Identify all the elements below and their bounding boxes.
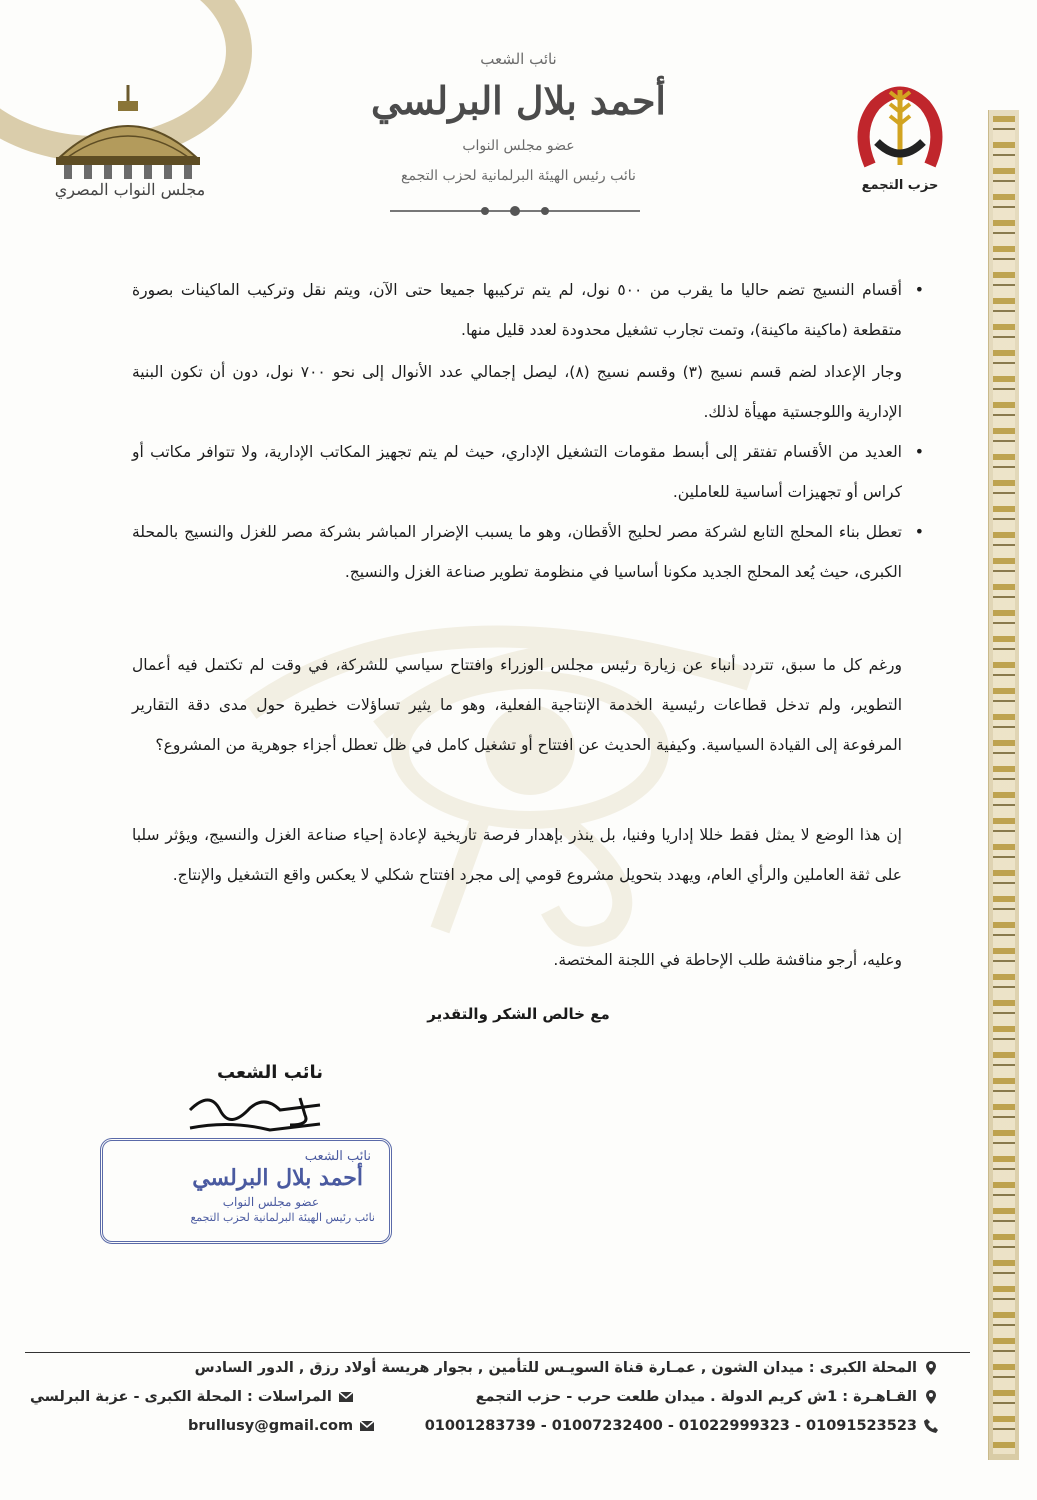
- footer-address-mahalla: [195, 1360, 939, 1376]
- header-role-deputy: نائب رئيس الهيئة البرلمانية لحزب التجمع: [401, 168, 636, 184]
- paragraph-text: أقسام النسيج تضم حاليا ما يقرب من ٥٠٠ نول، لم يتم تركيبها جميعا حتى الآن، ويتم نقل وتركيب الماكينات بصورة متقطعة (ماكينة ماكينة)، وتمت تجارب تشغيل محدودة لعدد قليل منها.: [132, 281, 902, 339]
- paragraph-expansion: وجار الإعداد لضم قسم نسيج (٣) وقسم نسيج (٨)، ليصل إجمالي عدد الأنوال إلى نحو ٧٠٠ نول، دون أن تكون البنية الإدارية واللوجستية مهيأة لذلك.: [132, 363, 902, 421]
- location-pin-icon: [923, 1389, 939, 1405]
- envelope-icon: [338, 1389, 354, 1405]
- footer-correspondence: [30, 1389, 354, 1405]
- handwritten-signature: [170, 1080, 370, 1140]
- official-stamp: [100, 1138, 392, 1244]
- header-role-member: عضو مجلس النواب: [462, 138, 575, 154]
- tagammu-party-logo: [855, 70, 945, 180]
- paragraph-situation: إن هذا الوضع لا يمثل فقط خللا إداريا وفنيا، بل ينذر بإهدار فرصة تاريخية لإعادة إحياء صناعة الغزل والنسيج، ويؤثر سلبا على ثقة العاملين والرأي العام، ويهدد بتحويل مشروع قومي إلى مجرد افتتاح شكلي لا يعكس واقع التشغيل والإنتاج.: [132, 826, 902, 884]
- stamp-line-member: عضو مجلس النواب: [222, 1195, 319, 1209]
- paragraph-opening-concerns: ورغم كل ما سبق، تتردد أنباء عن زيارة رئيس مجلس الوزراء وافتتاح سياسي للشركة، في وقت لم تكتمل فيه أعمال التطوير، ولم تدخل قطاعات رئيسية الخدمة الإنتاجية الفعلية، وهو ما يثير تساؤلات خطيرة حول مدى دقة التقارير المرفوعة إلى القيادة السياسية. وكيفية الحديث عن افتتاح أو تشغيل كامل في ظل تعطل أجزاء جوهرية من المشروع؟: [132, 656, 902, 754]
- signature-title: نائب الشعب: [216, 1062, 324, 1083]
- decorative-hieroglyph-band: [988, 110, 1019, 1460]
- bullet-looms-count: [132, 270, 924, 350]
- footer-phones-text[interactable]: 01091523523 - 01022999323 - 01007232400 - 01001283739: [424, 1418, 917, 1434]
- paragraph-text: العديد من الأقسام تفتقر إلى أبسط مقومات التشغيل الإداري، حيث لم يتم تجهيز المكاتب الإدارية، ولا تتوافر مكاتب أو كراس أو تجهيزات أساسية للعاملين.: [132, 443, 902, 501]
- footer-address-cairo: [476, 1389, 939, 1405]
- bullet-ginning-plant: [132, 512, 924, 592]
- phone-icon: [923, 1418, 939, 1434]
- stamp-line-title: نائب الشعب: [304, 1149, 371, 1164]
- paragraph-text: تعطل بناء المحلج التابع لشركة مصر لحليج الأقطان، وهو ما يسبب الإضرار المباشر بشركة مصر للغزل والنسيج بالمحلة الكبرى، حيث يُعد المحلج الجديد مكونا أساسيا في منظومة تطوير صناعة الغزل والنسيج.: [132, 523, 902, 581]
- footer-email-link[interactable]: brullusy@gmail.com: [188, 1418, 354, 1434]
- footer-correspondence-text: المراسلات : المحلة الكبرى - عزبة البرلسي: [30, 1389, 332, 1405]
- bullet-icon: •: [914, 442, 924, 461]
- stamp-line-role: نائب رئيس الهيئة البرلمانية لحزب التجمع: [190, 1211, 375, 1224]
- party-label: حزب التجمع: [861, 178, 939, 193]
- footer-email: [188, 1418, 375, 1434]
- header-ornament: [390, 200, 640, 222]
- stamp-line-name: أحمد بلال البرلسي: [192, 1165, 363, 1191]
- header-title-small: نائب الشعب: [480, 50, 557, 68]
- closing-thanks: مع خالص الشكر والتقدير: [427, 1005, 610, 1023]
- parliament-label: مجلس النواب المصري: [54, 180, 206, 199]
- footer-address-text: المحلة الكبرى : ميدان الشون , عمـارة قناة السويـس للتأمين , بجوار هريسة أولاد رزق , الدور السادس: [194, 1360, 917, 1376]
- eye-of-horus-watermark: [230, 590, 790, 950]
- paragraph-request: وعليه، أرجو مناقشة طلب الإحاطة في اللجنة المختصة.: [553, 951, 902, 969]
- bullet-icon: •: [914, 522, 924, 541]
- location-pin-icon: [923, 1360, 939, 1376]
- footer-address-text: القـاهـرة : 1ش كريم الدولة . ميدان طلعت حرب - حزب التجمع: [475, 1389, 917, 1405]
- footer-phones: [425, 1418, 939, 1434]
- footer-divider: [25, 1352, 970, 1353]
- header-name: أحمد بلال البرلسي: [370, 78, 666, 123]
- bullet-admin-offices: [132, 432, 924, 512]
- envelope-icon: [359, 1418, 375, 1434]
- bullet-icon: •: [914, 280, 924, 299]
